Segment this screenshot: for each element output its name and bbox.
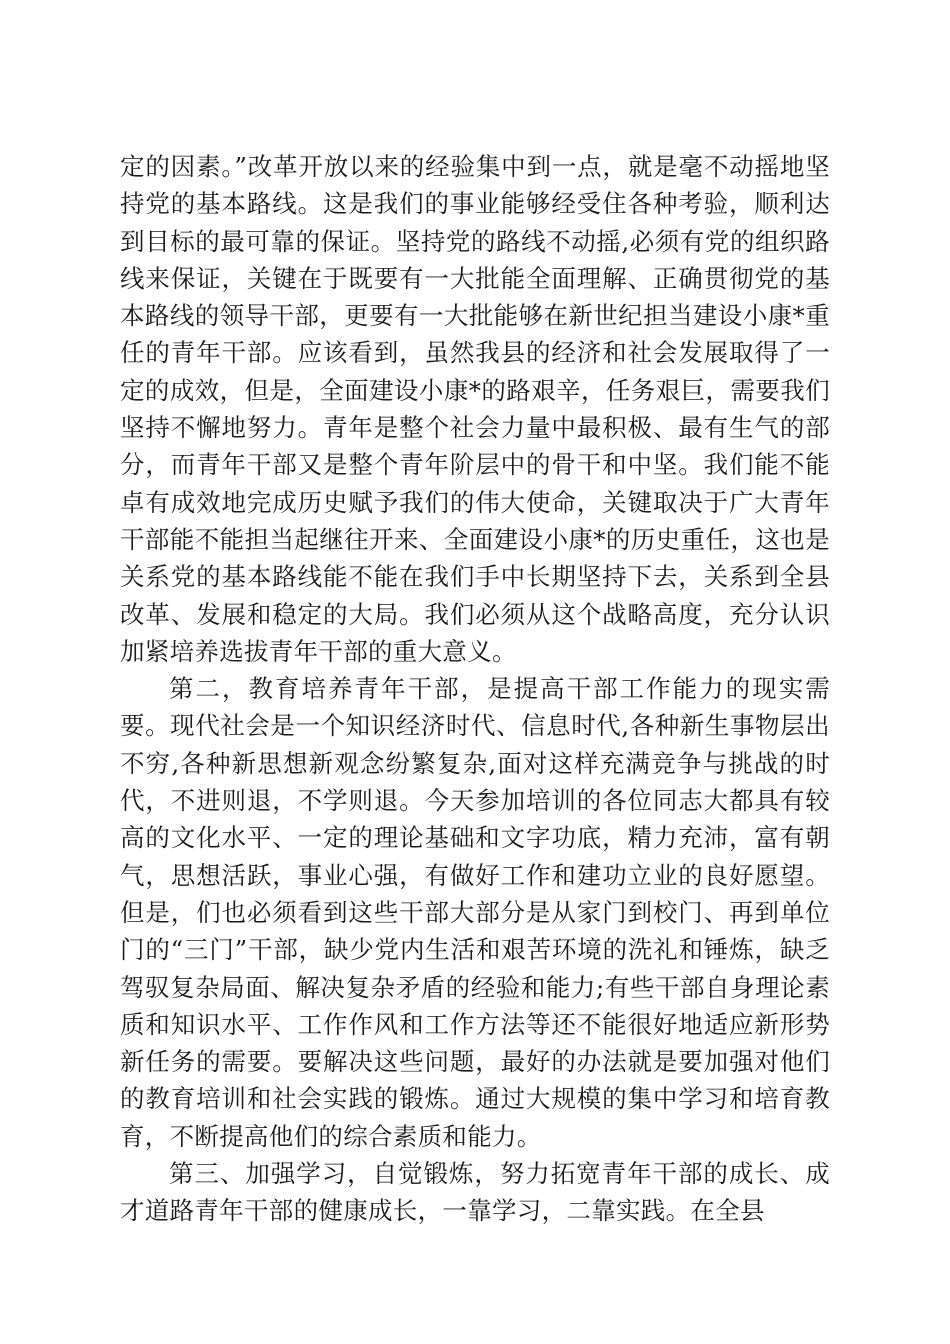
paragraph-2: 第二，教育培养青年干部，是提高干部工作能力的现实需要。现代社会是一个知识经济时代、信息时代,各种新生事物层出不穷,各种新思想新观念纷繁复杂,面对这样充满竞争与挑战的时代，不进则退，不学则退。今天参加培训的各位同志大都具有较高的文化水平、一定的理论基础和文字功底，精力充沛，富有朝气，思想活跃，事业心强，有做好工作和建功立业的良好愿望。但是，们也必须看到这些干部大部分是从家门到校门、再到单位门的“三门”干部，缺少党内生活和艰苦环境的洗礼和锤炼，缺乏驾驭复杂局面、解决复杂矛盾的经验和能力;有些干部自身理论素质和知识水平、工作作风和工作方法等还不能很好地适应新形势新任务的需要。要解决这些问题，最好的办法就是要加强对他们的教育培训和社会实践的锻炼。通过大规模的集中学习和培育教育，不断提高他们的综合素质和能力。 xyxy=(120,674,830,1151)
body-text xyxy=(120,148,830,1230)
paragraph-3: 第三、加强学习，自觉锻炼，努力拓宽青年干部的成长、成才道路青年干部的健康成长，一靠学习，二靠实践。在全县 xyxy=(120,1159,830,1226)
paragraph-1: 定的因素。”改革开放以来的经验集中到一点，就是毫不动摇地坚持党的基本路线。这是我们的事业能够经受住各种考验，顺利达到目标的最可靠的保证。坚持党的路线不动摇,必须有党的组织路线来保证，关键在于既要有一大批能全面理解、正确贯彻党的基本路线的领导干部，更要有一大批能够在新世纪担当建设小康*重任的青年干部。应该看到，虽然我县的经济和社会发展取得了一定的成效，但是，全面建设小康*的路艰辛，任务艰巨，需要我们坚持不懈地努力。青年是整个社会力量中最积极、最有生气的部分，而青年干部又是整个青年阶层中的骨干和中坚。我们能不能卓有成效地完成历史赋予我们的伟大使命，关键取决于广大青年干部能不能担当起继往开来、全面建设小康*的历史重任，这也是关系党的基本路线能不能在我们手中长期坚持下去，关系到全县改革、发展和稳定的大局。我们必须从这个战略高度，充分认识加紧培养选拔青年干部的重大意义。 xyxy=(120,152,830,666)
